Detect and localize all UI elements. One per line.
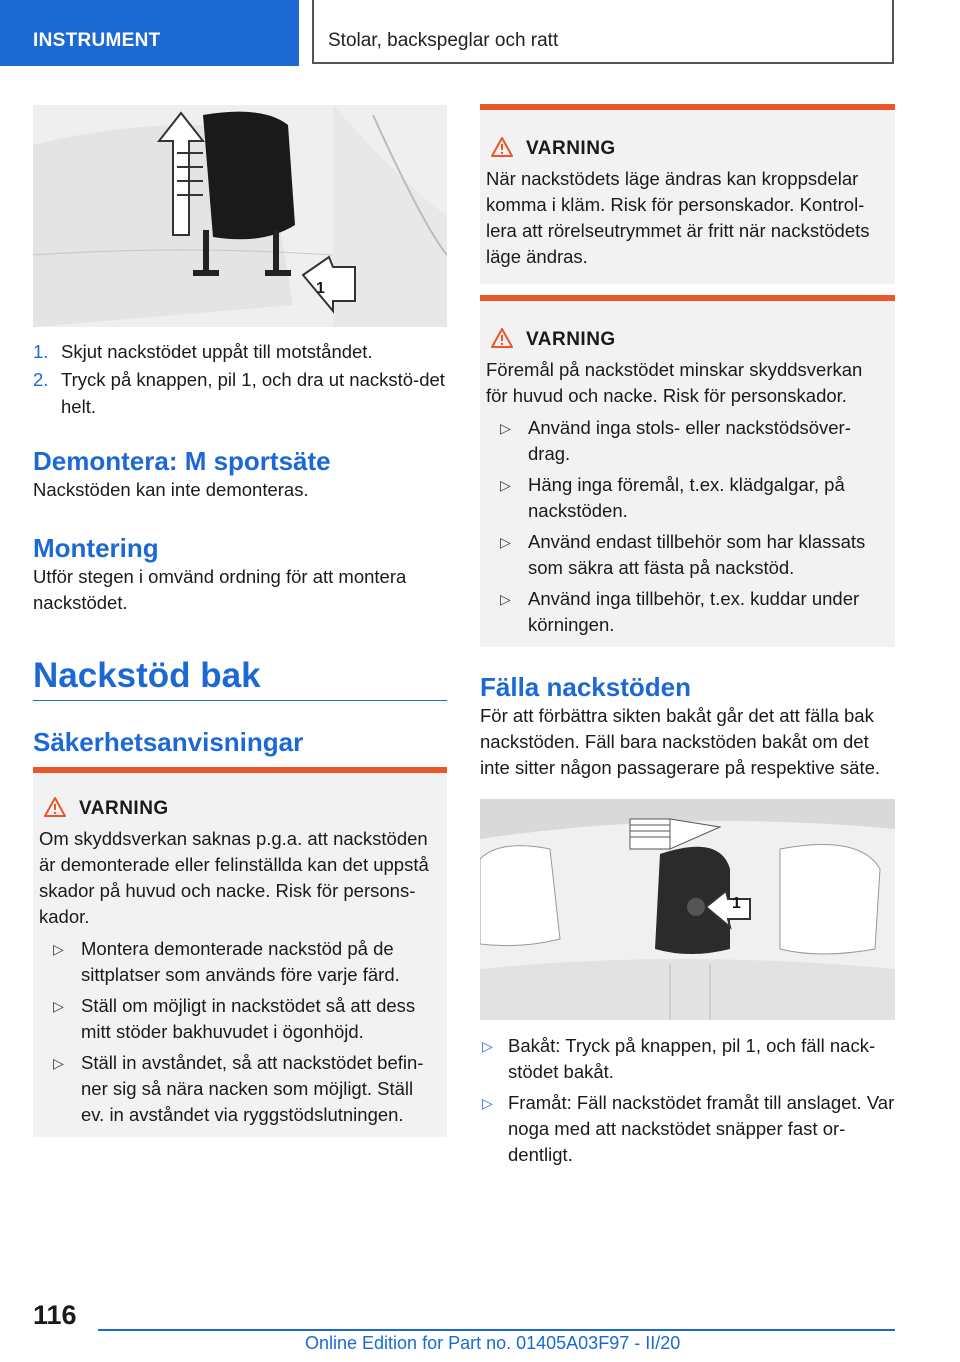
list-item (486, 415, 888, 467)
step-item (33, 366, 447, 420)
warning-title: VARNING (79, 798, 169, 819)
list-item-text: Bakåt: Tryck på knappen, pil 1, och fäll nack-stödet bakåt. (508, 1035, 876, 1082)
triangle-bullet-icon: ▷ (53, 1055, 64, 1071)
figure2-callout: 1 (732, 895, 741, 912)
step-number: 1. (33, 341, 49, 362)
list-item-text: Använd inga tillbehör, t.ex. kuddar under körningen. (528, 588, 860, 635)
warning-icon (44, 797, 66, 817)
triangle-bullet-icon: ▷ (482, 1038, 493, 1054)
warning-box-right-1 (480, 104, 895, 284)
list-item (480, 1090, 895, 1168)
warning-box-left (33, 767, 447, 1137)
triangle-bullet-icon: ▷ (500, 591, 511, 607)
fold-list (480, 1033, 895, 1168)
step-item (33, 338, 447, 365)
warning-title: VARNING (526, 329, 616, 350)
warning-list (39, 936, 439, 1128)
mount-heading: Montering (33, 533, 159, 563)
mount-text: Utför stegen i omvänd ordning för att montera nackstödet. (33, 566, 407, 613)
warning-icon (491, 137, 513, 157)
step-text: Tryck på knappen, pil 1, och dra ut nackstö-det helt. (61, 369, 445, 417)
triangle-bullet-icon: ▷ (53, 998, 64, 1014)
triangle-bullet-icon: ▷ (53, 941, 64, 957)
rear-headrest-illustration (480, 799, 895, 1020)
triangle-bullet-icon: ▷ (500, 420, 511, 436)
page-number: 116 (33, 1300, 77, 1330)
figure1-callout: 1 (316, 280, 325, 297)
footer-rule (98, 1329, 895, 1331)
steps-list (33, 338, 447, 421)
warning-text: När nackstödets läge ändras kan kroppsdelar komma i kläm. Risk för personskador. Kontrol-lera att rörelseutrymmet är fritt när nackstödets läge ändras. (486, 168, 870, 267)
list-item-text: Ställ om möjligt in nackstödet så att dess mitt stöder bakhuvudet i ögonhöjd. (81, 995, 416, 1042)
triangle-bullet-icon: ▷ (482, 1095, 493, 1111)
demount-text: Nackstöden kan inte demonteras. (33, 479, 309, 500)
list-item (39, 936, 439, 988)
demount-heading: Demontera: M sportsäte (33, 446, 331, 476)
warning-icon (491, 328, 513, 348)
list-item-text: Använd inga stols- eller nackstödsöver-drag. (528, 417, 851, 464)
step-number: 2. (33, 369, 49, 390)
list-item (486, 586, 888, 638)
section-tab (0, 0, 299, 66)
section-rule (33, 700, 447, 701)
triangle-bullet-icon: ▷ (500, 477, 511, 493)
list-item-text: Använd endast tillbehör som har klassats som säkra att fästa på nackstöd. (528, 531, 866, 578)
headrest-figure (33, 105, 447, 327)
warning-box-right-2 (480, 295, 895, 647)
list-item (39, 993, 439, 1045)
list-item-text: Montera demonterade nackstöd på de sittplatser som används före varje färd. (81, 938, 400, 985)
list-item (486, 529, 888, 581)
list-item-text: Framåt: Fäll nackstödet framåt till anslaget. Var noga med att nackstödet snäpper fast or-dentligt. (508, 1092, 895, 1165)
section-heading: Nackstöd bak (33, 656, 261, 695)
section-title: INSTRUMENT (33, 30, 161, 51)
rear-headrest-figure (480, 799, 895, 1020)
list-item (39, 1050, 439, 1128)
warning-text: Om skyddsverkan saknas p.g.a. att nackstöden är demonterade eller felinställda kan det uppstå skador på huvud och nacke. Risk för persons-kador. (39, 828, 429, 927)
list-item (486, 472, 888, 524)
fold-text: För att förbättra sikten bakåt går det att fälla bak nackstöden. Fäll bara nackstöden bakåt om det inte sitter någon passagerare på respektive säte. (480, 705, 881, 778)
list-item-text: Ställ in avståndet, så att nackstödet befin-ner sig så nära nacken som möjligt. Ställ ev. in avståndet via ryggstödslutningen. (81, 1052, 424, 1125)
warning-text: Föremål på nackstödet minskar skyddsverkan för huvud och nacke. Risk för personskador. (486, 359, 863, 406)
warning-title: VARNING (526, 138, 616, 159)
chapter-tab (312, 0, 894, 64)
fold-heading: Fälla nackstöden (480, 672, 691, 702)
triangle-bullet-icon: ▷ (500, 534, 511, 550)
chapter-title: Stolar, backspeglar och ratt (328, 30, 559, 51)
safety-heading: Säkerhetsanvisningar (33, 727, 304, 757)
headrest-illustration (33, 105, 447, 327)
list-item-text: Häng inga föremål, t.ex. klädgalgar, på nackstöden. (528, 474, 845, 521)
warning-list (486, 415, 888, 638)
step-text: Skjut nackstödet uppåt till motståndet. (61, 341, 373, 362)
footer-edition: Online Edition for Part no. 01405A03F97 - II/20 (305, 1333, 681, 1353)
list-item (480, 1033, 895, 1085)
